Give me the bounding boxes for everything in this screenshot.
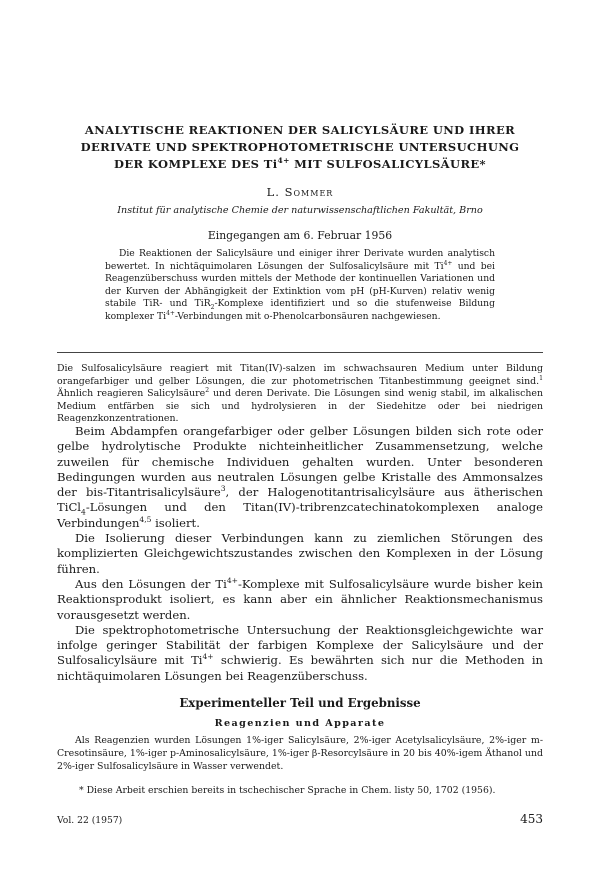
section-heading: Experimenteller Teil und Ergebnisse xyxy=(179,696,421,710)
subsection-heading: Reagenzien und Apparate xyxy=(214,718,386,729)
body-paragraph-2: Die Isolierung dieser Verbindungen kann zu ziemlichen Störungen des komplizierten Gleichgewichtszustandes zwischen den Komplexen in der Lösung führen. xyxy=(57,531,543,576)
body-paragraph-4: Die spektrophotometrische Untersuchung der Reaktionsgleichgewichte war infolge geringer Stabilität der farbigen Komplexe der Salicylsäure und der Sulfosalicylsäure mit $Ti^{4+}$ schwierig. Es bewährten sich nur die Methoden in nichtäquimolaren Lösungen bei Reagenzüberschuss. xyxy=(57,622,543,683)
intro-paragraph: Die Sulfosalicylsäure reagiert mit Titan(IV)-salzen im schwachsauren Medium unter Bildung orangefarbiger und gelber Lösungen, die zur photometrischen Titanbestimmung geeignet sind.$^1$ Ähnlich reagieren Salicylsäure$^2$ und deren Derivate. Die Lösungen sind wenig stabil, im alkalischen Medium entfärben sie sich und hydrolysieren in der Siedehitze oder bei niedrigen Reagenzkonzentrationen. xyxy=(57,363,543,425)
page-number: 453 xyxy=(520,812,543,826)
received-date: Eingegangen am 6. Februar 1956 xyxy=(207,229,393,242)
reagents-paragraph: Als Reagenzien wurden Lösungen 1%-iger Salicylsäure, 2%-iger Acetylsalicylsäure, 2%-iger m-Cresotinsäure, 1%-iger p-Aminosalicylsäure, 1%-iger β-Resorcylsäure in 20 bis 40%-igem Äthanol und 2%-iger Sulfosalicylsäure in Wasser verwendet. xyxy=(57,735,543,772)
title-line-1: ANALYTISCHE REAKTIONEN DER SALICYLSÄURE UND IHRER xyxy=(84,123,516,137)
body-text xyxy=(57,424,543,684)
title-line-3: DER KOMPLEXE DES $Ti^{4+}$ MIT SULFOSALICYLSÄURE* xyxy=(114,156,486,171)
title-line-2: DERIVATE UND SPEKTROPHOTOMETRISCHE UNTERSUCHUNG xyxy=(80,140,520,154)
footnote: * Diese Arbeit erschien bereits in tschechischer Sprache in Chem. listy 50, 1702 (1956). xyxy=(79,785,496,796)
body-paragraph-3: Aus den Lösungen der $Ti^{4+}$-Komplexe mit Sulfosalicylsäure wurde bisher kein Reaktionsprodukt isoliert, es kann aber ein ähnlicher Reaktionsmechanismus vorausgesetzt werden. xyxy=(57,576,544,622)
author-affiliation: Institut für analytische Chemie der naturwissenschaftlichen Fakultät, Brno xyxy=(117,205,483,216)
abstract: Die Reaktionen der Salicylsäure und einiger ihrer Derivate wurden analytisch bewertet. In nichtäquimolaren Lösungen der Sulfosalicylsäure mit $Ti^{4+}$ und bei Reagenzüberschuss wurden mittels der Methode der kontinuellen Variationen und der Kurven der Abhängigkeit der Extinktion vom pH (pH-Kurven) relativ wenig stabile TiR- und TiR$_2$-Komplexe identifiziert und so die stufenweise Bildung komplexer $Ti^{4+}$-Verbindungen mit o-Phenolcarbonsäuren nachgewiesen. xyxy=(105,248,495,322)
author-name: L. Sommer xyxy=(266,185,334,199)
divider-rule xyxy=(57,352,543,353)
volume-info: Vol. 22 (1957) xyxy=(57,815,123,826)
body-paragraph-1: Beim Abdampfen orangefarbiger oder gelber Lösungen bilden sich rote oder gelbe hydrolytische Produkte nichteinheitlicher Zusammensetzung, welche zuweilen für chemische Individuen gehalten wurden. Unter besonderen Bedingungen wurden aus neutralen Lösungen gelbe Kristalle des Ammonsalzes der bis-Titantrisalicylsäure$^3$, der Halogenotitantrisalicylsäure aus ätherischen TiCl$_4$-Lösungen und den Titan(IV)-tribrenzcatechinatokomplexen analoge Verbindungen$^{4,5}$ isoliert. xyxy=(57,424,544,530)
article-title xyxy=(70,122,530,173)
